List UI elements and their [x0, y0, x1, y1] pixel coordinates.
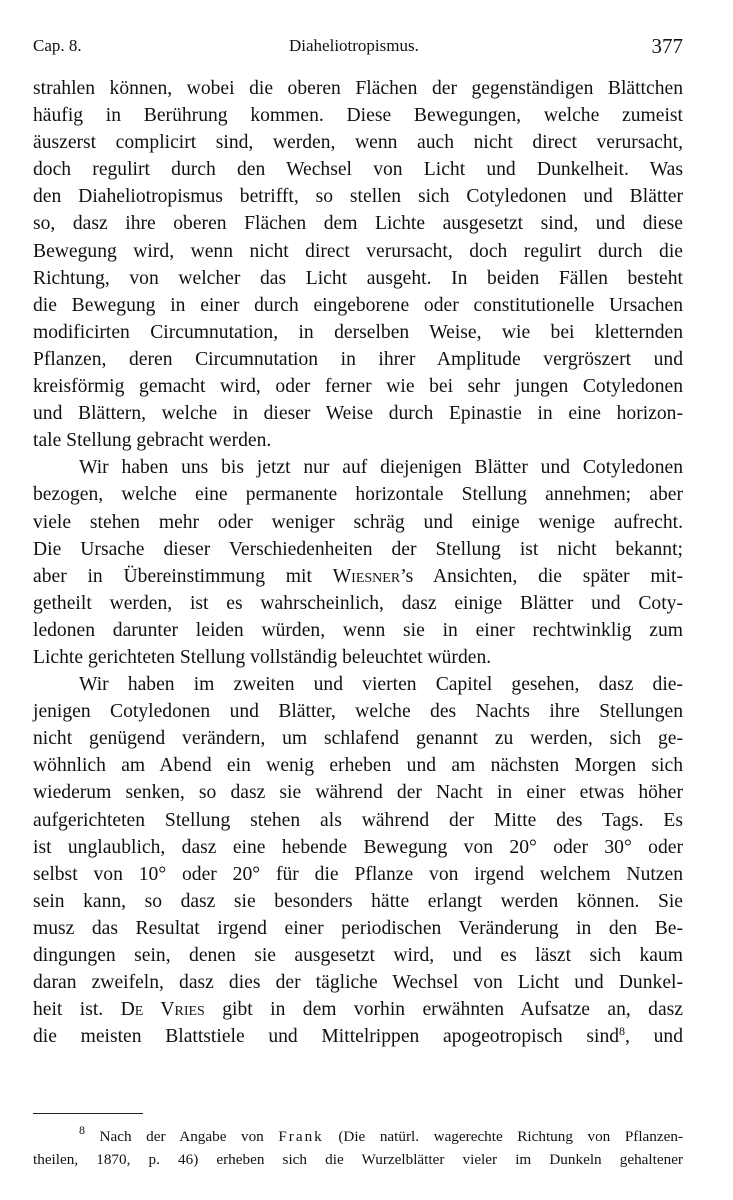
- text-fragment: ’s Ansichten, die später mit-: [400, 565, 683, 587]
- text-line: wöhnlich am Abend ein wenig erheben und am nächsten Morgen sich: [33, 755, 683, 777]
- footnote-reference: 8: [619, 1024, 626, 1039]
- footnote: [33, 1125, 683, 1171]
- text-line: kreisförmig gemacht wird, oder ferner wie bei sehr jungen Cotyledonen: [33, 376, 683, 398]
- footnote-text: (Die natürl. wagerechte Richtung von Pflanzen-: [338, 1128, 684, 1145]
- text-line: den Diaheliotropismus betrifft, so stellen sich Cotyledonen und Blätter: [33, 186, 683, 208]
- running-head: [33, 30, 683, 60]
- text-line: daran zweifeln, dasz dies der tägliche Wechsel von Licht und Dunkel-: [33, 972, 683, 994]
- text-line: Bewegung wird, wenn nicht direct verursacht, doch regulirt durch die: [33, 240, 683, 262]
- text-line: und Blättern, welche in dieser Weise durch Epinastie in eine horizon-: [33, 403, 683, 425]
- text-line: aufgerichteten Stellung stehen als während der Mitte des Tags. Es: [33, 809, 683, 831]
- text-line: sein kann, so dasz sie besonders hätte erlangt werden können. Sie: [33, 890, 683, 912]
- text-line: strahlen können, wobei die oberen Flächen der gegenständigen Blättchen: [33, 78, 683, 99]
- author-name: Wiesner: [332, 565, 401, 587]
- author-name: Frank: [278, 1128, 324, 1145]
- text-fragment: aber in Übereinstimmung mit: [33, 565, 312, 587]
- footnote-marker: 8: [79, 1123, 85, 1137]
- text-line: viele stehen mehr oder weniger schräg und einige wenige aufrecht.: [33, 511, 683, 533]
- text-fragment: die meisten Blattstiele und Mittelrippen apogeotropisch sind: [33, 1026, 620, 1048]
- text-line: doch regulirt durch den Wechsel von Licht und Dunkelheit. Was: [33, 159, 683, 181]
- text-line: ist unglaublich, dasz eine hebende Bewegung von 20° oder 30° oder: [33, 836, 683, 858]
- text-fragment: , und: [625, 1026, 684, 1048]
- text-line: bezogen, welche eine permanente horizontale Stellung annehmen; aber: [33, 484, 683, 506]
- text-line: Die Ursache dieser Verschiedenheiten der Stellung ist nicht bekannt;: [33, 538, 683, 560]
- text-line: Richtung, von welcher das Licht ausgeht. In beiden Fällen besteht: [33, 267, 683, 289]
- text-line: häufig in Berührung kommen. Diese Bewegungen, welche zumeist: [33, 105, 683, 127]
- text-line: dingungen sein, denen sie ausgesetzt wird, und es läszt sich kaum: [33, 945, 683, 966]
- running-title: Diaheliotropismus.: [289, 36, 419, 55]
- body-text: [33, 75, 683, 1050]
- text-line-with-name: [33, 996, 683, 1023]
- text-line: Wir haben im zweiten und vierten Capitel gesehen, dasz die-: [79, 674, 683, 696]
- text-line: musz das Resultat irgend einer periodischen Veränderung in den Be-: [33, 917, 683, 939]
- footnote-line: theilen, 1870, p. 46) erheben sich die Wurzelblätter vieler im Dunkeln gehaltener: [33, 1151, 683, 1168]
- text-line: modificirten Circumnutation, in derselben Weise, wie bei kletternden: [33, 321, 683, 343]
- text-line: Wir haben uns bis jetzt nur auf diejenigen Blätter und Cotyledonen: [79, 457, 683, 479]
- text-fragment: gibt in dem vorhin erwähnten Aufsatze an, dasz: [222, 999, 683, 1021]
- text-line: selbst von 10° oder 20° für die Pflanze von irgend welchem Nutzen: [33, 863, 683, 885]
- text-line: ledonen darunter leiden würden, wenn sie in einer rechtwinklig zum: [33, 619, 683, 641]
- text-line: jenigen Cotyledonen und Blätter, welche des Nachts ihre Stellungen: [33, 701, 683, 723]
- chapter-label: Cap. 8.: [33, 36, 82, 55]
- text-line-with-footnote-ref: [33, 1023, 683, 1050]
- footnote-rule: [33, 1113, 143, 1114]
- text-fragment: heit ist.: [33, 999, 104, 1021]
- page-number: 377: [651, 34, 683, 58]
- text-line: Pflanzen, deren Circumnutation in ihrer Amplitude vergröszert und: [33, 348, 683, 370]
- author-name: De Vries: [120, 999, 205, 1021]
- text-line: getheilt werden, ist es wahrscheinlich, dasz einige Blätter und Coty-: [33, 592, 683, 614]
- text-line: wiederum senken, so dasz sie während der Nacht in einer etwas höher: [33, 782, 683, 804]
- text-line: so, dasz ihre oberen Flächen dem Lichte ausgesetzt sind, und diese: [33, 213, 683, 235]
- text-line: die Bewegung in einer durch eingeborene oder constitutionelle Ursachen: [33, 294, 683, 316]
- text-line: nicht genügend verändern, um schlafend genannt zu werden, sich ge-: [33, 728, 683, 750]
- footnote-text: Nach der Angabe von: [99, 1128, 264, 1145]
- footnote-line: [33, 1125, 683, 1148]
- text-line-with-name: [33, 563, 683, 590]
- text-line: Lichte gerichteten Stellung vollständig beleuchtet würden.: [33, 646, 492, 668]
- text-line: äuszerst complicirt sind, werden, wenn auch nicht direct verursacht,: [33, 132, 683, 154]
- text-line: tale Stellung gebracht werden.: [33, 430, 272, 452]
